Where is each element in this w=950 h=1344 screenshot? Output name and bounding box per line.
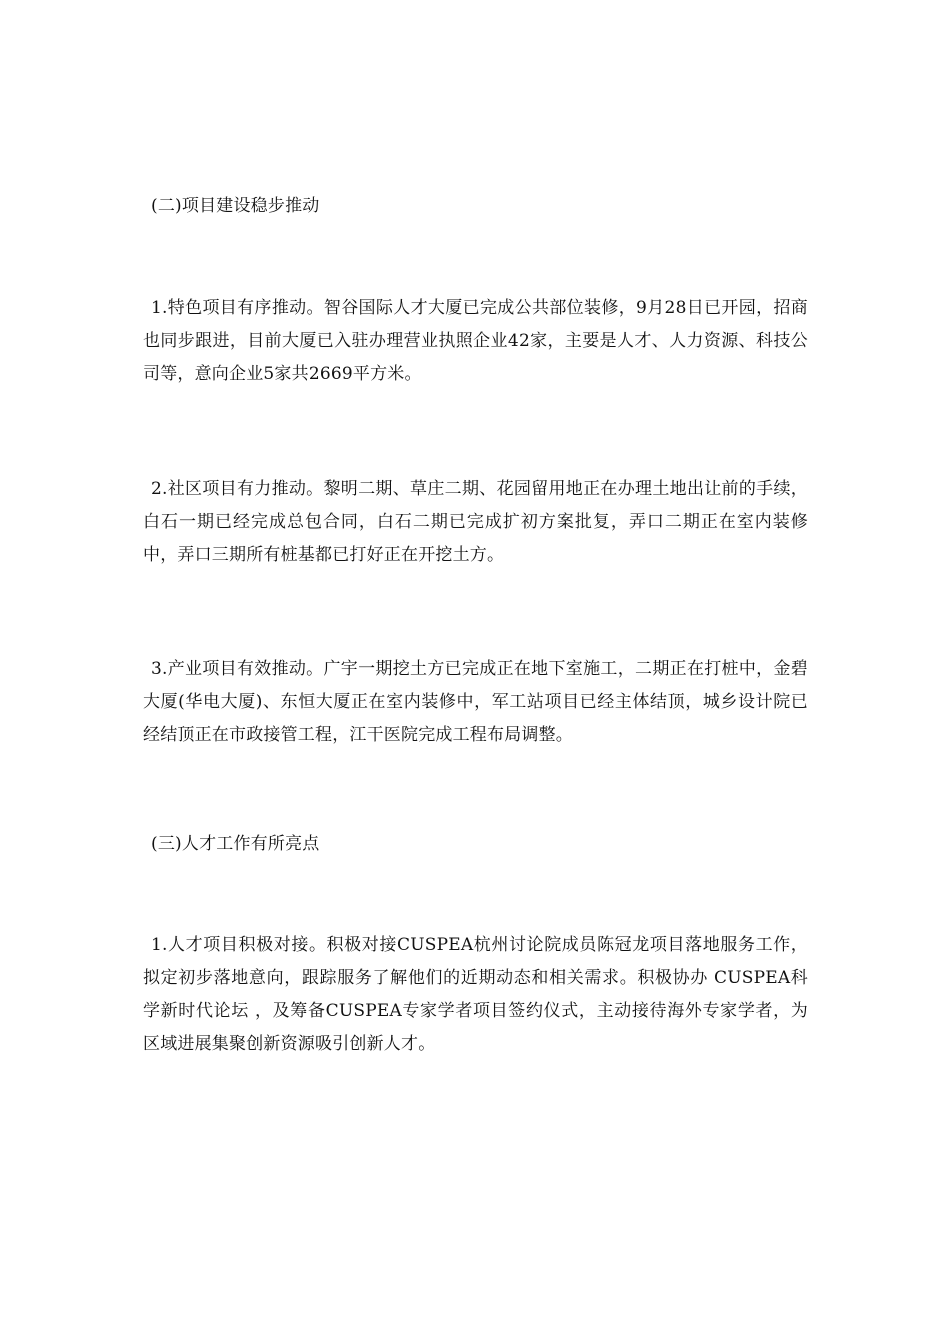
paragraph-talent-projects: 1.人才项目积极对接。积极对接CUSPEA杭州讨论院成员陈冠龙项目落地服务工作，拟定初步落地意向，跟踪服务了解他们的近期动态和相关需求。积极协办 CUSPEA科学新时代论坛 ，及筹备CUSPEA专家学者项目签约仪式，主动接待海外专家学者，为区域进展集聚创新资源吸引创新人才。 [143,935,808,1054]
paragraph-community-projects: 2.社区项目有力推动。黎明二期、草庄二期、花园留用地正在办理土地出让前的手续，白石一期已经完成总包合同，白石二期已完成扩初方案批复，弄口二期正在室内装修中，弄口三期所有桩基都已打好正在开挖土方。 [143,479,808,565]
section-heading-talent-work: (三)人才工作有所亮点 [151,834,320,854]
section-heading-project-construction: (二)项目建设稳步推动 [151,196,320,216]
paragraph-industrial-projects: 3.产业项目有效推动。广宇一期挖土方已完成正在地下室施工，二期正在打桩中，金碧大厦(华电大厦)、东恒大厦正在室内装修中，军工站项目已经主体结顶，城乡设计院已经结顶正在市政接管工程，江干医院完成工程布局调整。 [143,659,808,745]
paragraph-featured-projects: 1.特色项目有序推动。智谷国际人才大厦已完成公共部位装修，9月28日已开园，招商也同步跟进，目前大厦已入驻办理营业执照企业42家，主要是人才、人力资源、科技公司等，意向企业5家共2669平方米。 [143,298,808,384]
